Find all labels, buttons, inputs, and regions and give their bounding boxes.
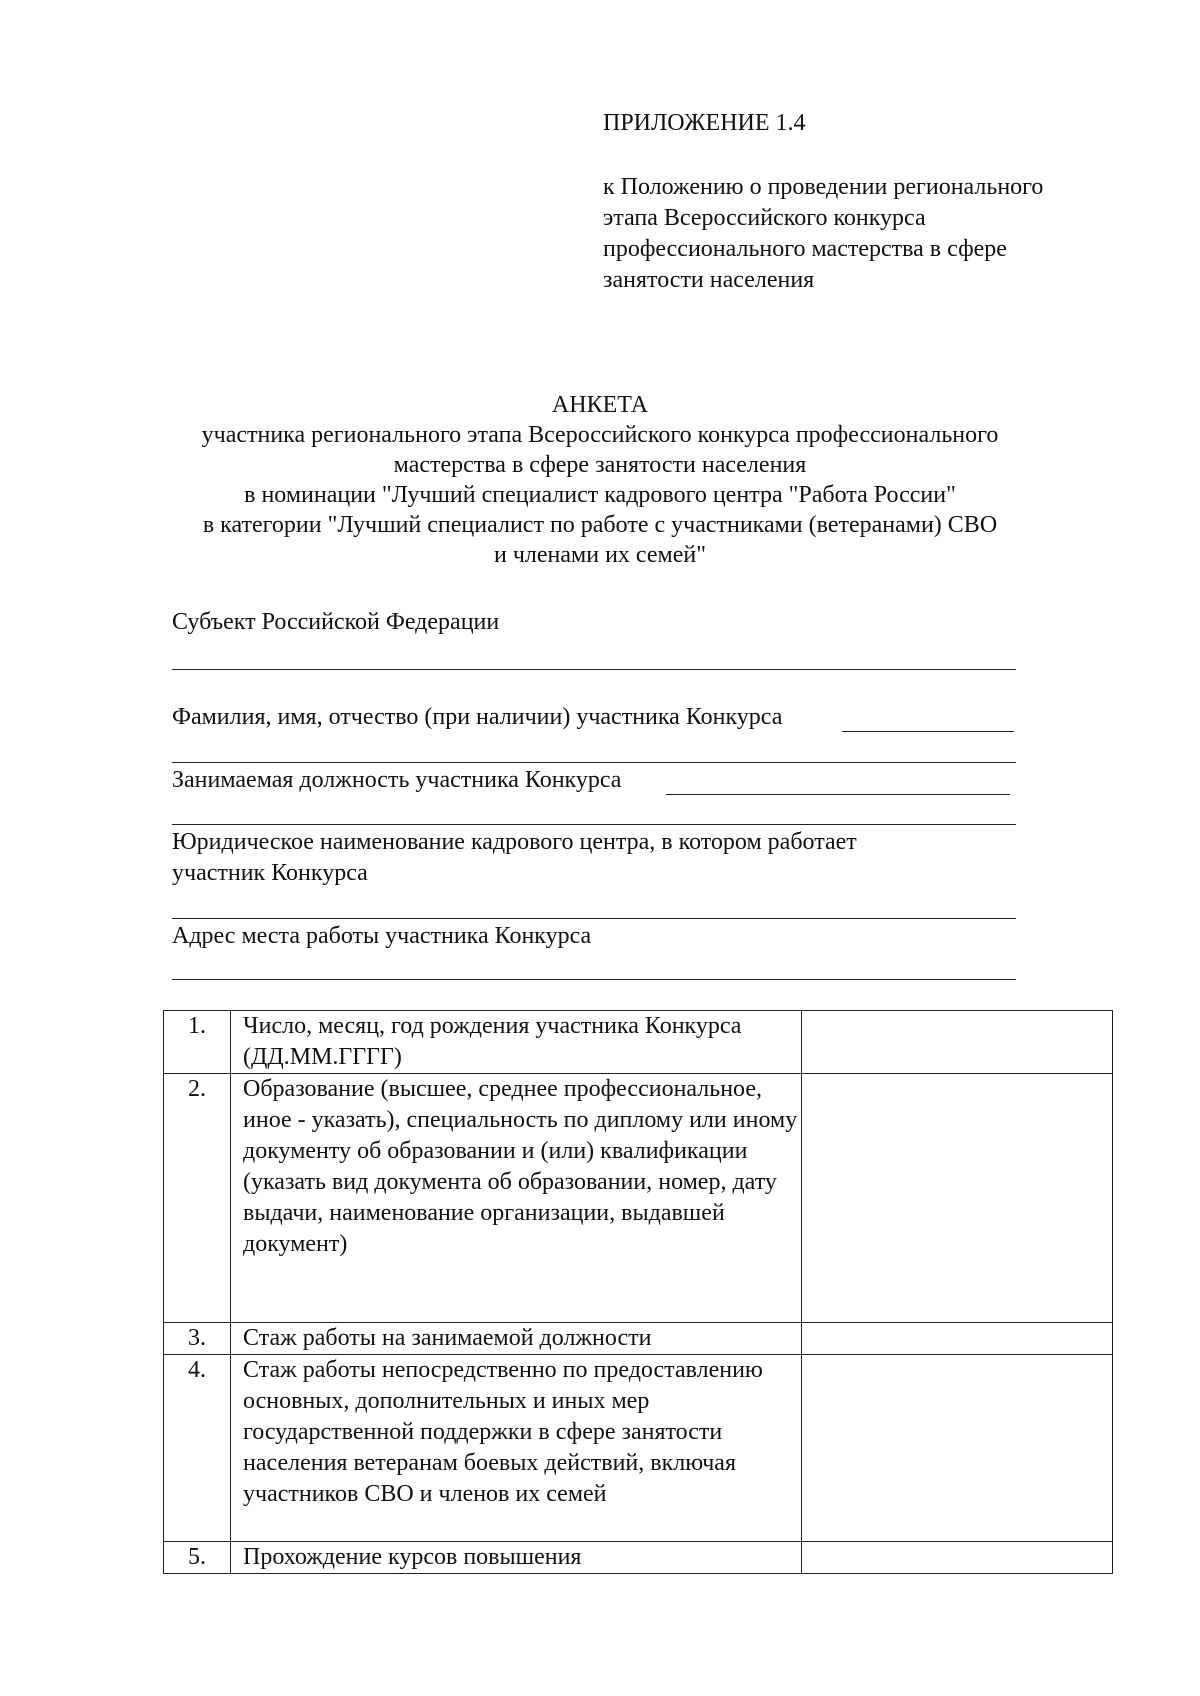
row-number: 3. xyxy=(164,1323,231,1355)
form-subtitle-line: мастерства в сфере занятости населения xyxy=(393,452,807,478)
table-row xyxy=(164,1011,1113,1074)
position-fill-line-2[interactable] xyxy=(172,824,1016,825)
row-answer-cell[interactable] xyxy=(802,1542,1113,1574)
full-name-fill-line[interactable] xyxy=(842,731,1014,732)
row-answer-cell[interactable] xyxy=(802,1355,1113,1542)
row-answer-cell[interactable] xyxy=(802,1074,1113,1323)
table-row xyxy=(164,1355,1113,1542)
center-name-label-2: участник Конкурса xyxy=(172,860,368,886)
center-name-fill-line[interactable] xyxy=(172,918,1016,919)
questionnaire-table xyxy=(163,1010,1113,1574)
center-name-label: Юридическое наименование кадрового центра, в котором работает xyxy=(172,829,857,855)
appendix-reference: к Положению о проведении регионального этапа Всероссийского конкурса профессионального мастерства в сфере занятости населения xyxy=(603,174,1044,293)
work-address-label: Адрес места работы участника Конкурса xyxy=(172,923,592,949)
form-subtitle-line: в категории "Лучший специалист по работе с участниками (ветеранами) СВО xyxy=(202,512,998,538)
table-row xyxy=(164,1074,1113,1323)
row-question: Стаж работы непосредственно по предоставлению основных, дополнительных и иных мер государственной поддержки в сфере занятости населения ветеранам боевых действий, включая участников СВО и членов их семей xyxy=(231,1355,802,1542)
row-question: Образование (высшее, среднее профессиональное, иное - указать), специальность по диплому или иному документу об образовании и (или) квалификации (указать вид документа об образовании, номер, дату выдачи, наименование организации, выдавшей документ) xyxy=(231,1074,802,1323)
full-name-label: Фамилия, имя, отчество (при наличии) участника Конкурса xyxy=(172,704,783,730)
row-number: 2. xyxy=(164,1074,231,1323)
position-label: Занимаемая должность участника Конкурса xyxy=(172,767,622,793)
table-row xyxy=(164,1542,1113,1574)
row-number: 4. xyxy=(164,1355,231,1542)
form-subtitle-line: участника регионального этапа Всероссийского конкурса профессионального xyxy=(201,422,999,448)
full-name-fill-line-2[interactable] xyxy=(172,762,1016,763)
form-header xyxy=(100,390,1100,570)
row-number: 5. xyxy=(164,1542,231,1574)
subject-fill-line[interactable] xyxy=(172,669,1016,670)
row-answer-cell[interactable] xyxy=(802,1011,1113,1074)
row-number: 1. xyxy=(164,1011,231,1074)
table-row xyxy=(164,1323,1113,1355)
row-question: Стаж работы на занимаемой должности xyxy=(231,1323,802,1355)
form-subtitle-line: и членами их семей" xyxy=(494,542,706,568)
form-subtitle-line: в номинации "Лучший специалист кадрового центра "Работа России" xyxy=(244,482,956,508)
row-question: Прохождение курсов повышения xyxy=(231,1542,802,1574)
form-title: АНКЕТА xyxy=(551,392,649,418)
appendix-title: ПРИЛОЖЕНИЕ 1.4 xyxy=(603,110,806,136)
position-fill-line[interactable] xyxy=(666,794,1010,795)
subject-label: Субъект Российской Федерации xyxy=(172,609,500,635)
work-address-fill-line[interactable] xyxy=(172,979,1016,980)
row-answer-cell[interactable] xyxy=(802,1323,1113,1355)
row-question: Число, месяц, год рождения участника Конкурса (ДД.ММ.ГГГГ) xyxy=(231,1011,802,1074)
